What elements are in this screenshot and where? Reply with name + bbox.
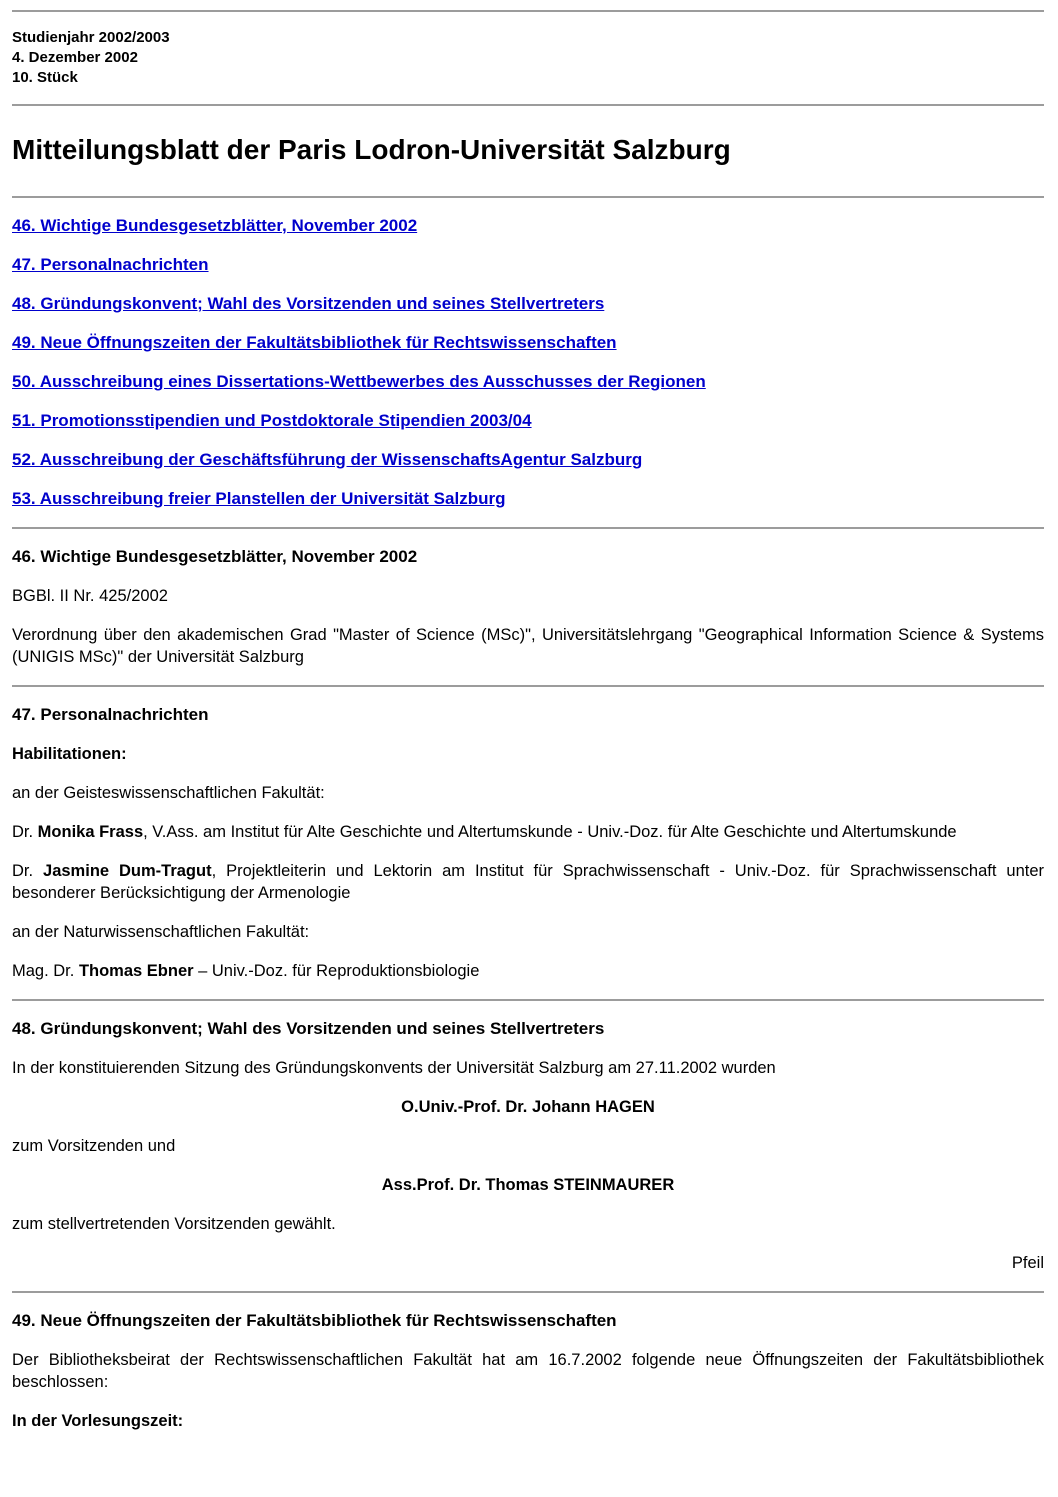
divider xyxy=(12,999,1044,1001)
toc-item xyxy=(12,449,1044,471)
issue-header-line-1: Studienjahr 2002/2003 xyxy=(12,29,170,46)
toc-link-52[interactable]: 52. Ausschreibung der Geschäftsführung der WissenschaftsAgentur Salzburg xyxy=(12,450,643,469)
document-body xyxy=(12,546,1044,1432)
toc-item xyxy=(12,332,1044,354)
toc-link-47[interactable]: 47. Personalnachrichten xyxy=(12,255,209,274)
section-heading: 49. Neue Öffnungszeiten der Fakultätsbibliothek für Rechtswissenschaften xyxy=(12,1311,617,1330)
toc-item xyxy=(12,410,1044,432)
pfeil-label: Pfeil xyxy=(1011,1254,1044,1272)
divider xyxy=(12,10,1044,12)
toc-link-51[interactable]: 51. Promotionsstipendien und Postdoktorale Stipendien 2003/04 xyxy=(12,411,532,430)
toc-item xyxy=(12,254,1044,276)
paragraph: BGBl. II Nr. 425/2002 xyxy=(12,587,168,605)
divider xyxy=(12,1291,1044,1293)
toc xyxy=(12,215,1044,510)
toc-link-53[interactable]: 53. Ausschreibung freier Planstellen der Universität Salzburg xyxy=(12,489,506,508)
text-run: – Univ.-Doz. für Reproduktionsbiologie xyxy=(193,962,480,980)
text-run: Dr. xyxy=(12,862,44,880)
toc-link-49[interactable]: 49. Neue Öffnungszeiten der Fakultätsbibliothek für Rechtswissenschaften xyxy=(12,333,617,352)
issue-header xyxy=(12,28,1044,88)
paragraph: zum Vorsitzenden und xyxy=(12,1137,176,1155)
text-run: Dr. xyxy=(12,823,38,841)
toc-link-46[interactable]: 46. Wichtige Bundesgesetzblätter, November 2002 xyxy=(12,216,418,235)
paragraph: an der Naturwissenschaftlichen Fakultät: xyxy=(12,923,310,941)
deputy-chairman-name: Ass.Prof. Dr. Thomas STEINMAURER xyxy=(381,1176,675,1194)
toc-link-50[interactable]: 50. Ausschreibung eines Dissertations-Wettbewerbes des Ausschusses der Regionen xyxy=(12,372,706,391)
toc-item xyxy=(12,215,1044,237)
paragraph: zum stellvertretenden Vorsitzenden gewählt. xyxy=(12,1215,336,1233)
divider xyxy=(12,527,1044,529)
toc-link-48[interactable]: 48. Gründungskonvent; Wahl des Vorsitzenden und seines Stellvertreters xyxy=(12,294,605,313)
toc-item xyxy=(12,371,1044,393)
section-heading: 46. Wichtige Bundesgesetzblätter, November 2002 xyxy=(12,547,418,566)
text-run: Mag. Dr. xyxy=(12,962,79,980)
text-run: , Projektleiterin und Lektorin am Institut für Sprachwissenschaft - Univ.-Doz. für Sprachwissenschaft unter besonderer Berücksichtigung der Armenologie xyxy=(12,862,1044,902)
paragraph: an der Geisteswissenschaftlichen Fakultät: xyxy=(12,784,325,802)
text-run: , V.Ass. am Institut für Alte Geschichte und Altertumskunde - Univ.-Doz. für Alte Geschichte und Altertumskunde xyxy=(143,823,957,841)
divider xyxy=(12,685,1044,687)
paragraph: In der konstituierenden Sitzung des Gründungskonvents der Universität Salzburg am 27.11.2002 wurden xyxy=(12,1059,776,1077)
paragraph xyxy=(12,821,1044,843)
issue-header-line-2: 4. Dezember 2002 xyxy=(12,49,138,66)
paragraph xyxy=(12,860,1044,904)
paragraph: Verordnung über den akademischen Grad "Master of Science (MSc)", Universitätslehrgang "Geographical Information Science & Systems (UNIGIS MSc)" der Universität Salzburg xyxy=(12,626,1044,666)
person-name: Monika Frass xyxy=(37,823,144,841)
toc-item xyxy=(12,293,1044,315)
paragraph: Habilitationen: xyxy=(12,745,127,763)
paragraph: In der Vorlesungszeit: xyxy=(12,1412,184,1430)
divider xyxy=(12,104,1044,106)
divider xyxy=(12,196,1044,198)
person-name: Jasmine Dum-Tragut xyxy=(43,862,212,880)
chairman-name: O.Univ.-Prof. Dr. Johann HAGEN xyxy=(401,1098,655,1116)
section-heading: 48. Gründungskonvent; Wahl des Vorsitzenden und seines Stellvertreters xyxy=(12,1019,605,1038)
page-title: Mitteilungsblatt der Paris Lodron-Universität Salzburg xyxy=(12,134,731,165)
issue-header-line-3: 10. Stück xyxy=(12,69,78,86)
toc-item xyxy=(12,488,1044,510)
section-heading: 47. Personalnachrichten xyxy=(12,705,209,724)
person-name: Thomas Ebner xyxy=(78,962,194,980)
paragraph: Der Bibliotheksbeirat der Rechtswissenschaftlichen Fakultät hat am 16.7.2002 folgende neue Öffnungszeiten der Fakultätsbibliothek beschlossen: xyxy=(12,1351,1044,1391)
paragraph xyxy=(12,960,1044,982)
